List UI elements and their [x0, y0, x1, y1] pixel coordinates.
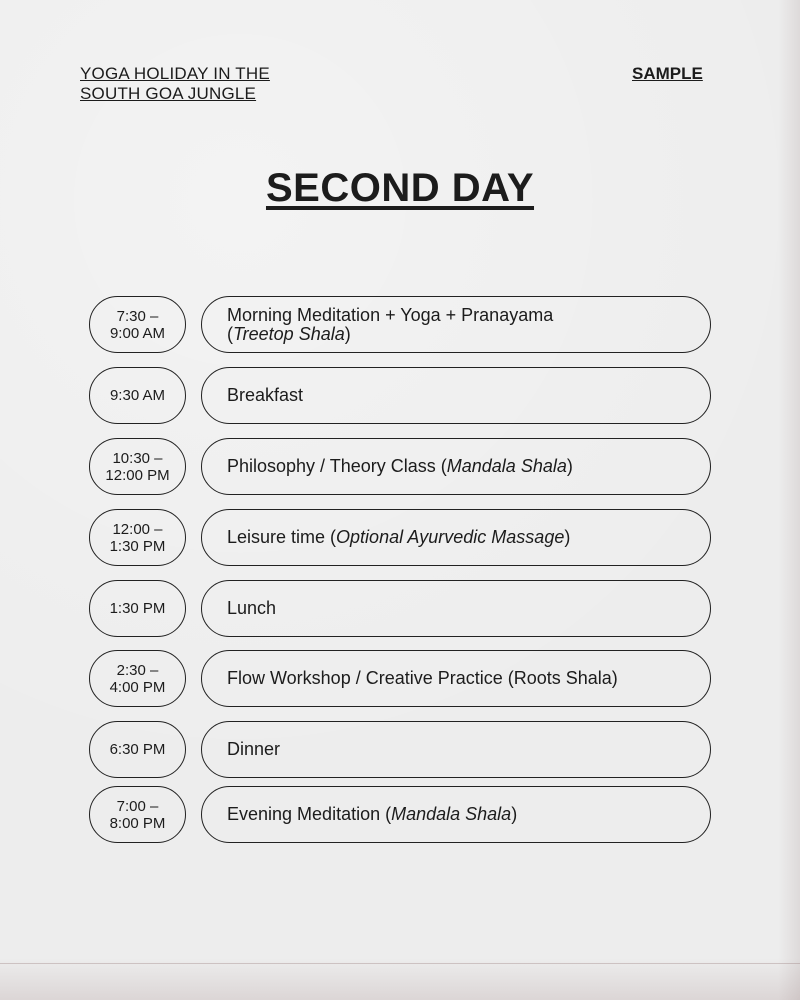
- paper-bottom-shadow: [0, 958, 800, 1000]
- activity-pill: [201, 580, 711, 637]
- activity-text: Morning Meditation + Yoga + Pranayama: [227, 304, 554, 325]
- time-pill: [89, 650, 186, 707]
- activity-label: [227, 306, 553, 344]
- time-pill: [89, 509, 186, 566]
- schedule-row: [89, 580, 711, 637]
- activity-label: Breakfast: [227, 385, 304, 405]
- page-title: SECOND DAY: [265, 166, 535, 210]
- schedule-row: [89, 721, 711, 778]
- venue-name: Optional Ayurvedic Massage: [336, 527, 565, 547]
- document-header-title: [80, 64, 270, 104]
- activity-label: Philosophy / Theory Class (Mandala Shala): [227, 456, 573, 476]
- time-pill: [89, 721, 186, 778]
- paper-fold-line: [0, 963, 800, 964]
- activity-label: Evening Meditation (Mandala Shala): [227, 804, 518, 824]
- schedule-row: [89, 296, 711, 353]
- activity-pill: [201, 509, 711, 566]
- time-label: 6:30 PM: [109, 741, 166, 758]
- schedule-row: [89, 650, 711, 707]
- time-pill: [89, 367, 186, 424]
- activity-label: Leisure time (Optional Ayurvedic Massage): [227, 527, 571, 547]
- time-label: 12:00 – 1:30 PM: [109, 520, 166, 555]
- venue-name: Mandala Shala: [446, 456, 567, 476]
- activity-pill: [201, 650, 711, 707]
- time-pill: [89, 296, 186, 353]
- time-label: 1:30 PM: [109, 600, 166, 617]
- header-title-line-1: YOGA HOLIDAY IN THE: [80, 64, 270, 83]
- time-pill: [89, 786, 186, 843]
- sample-label: SAMPLE: [632, 64, 703, 83]
- venue-name: Mandala Shala: [391, 804, 512, 824]
- time-label: 2:30 – 4:00 PM: [109, 661, 166, 696]
- time-pill: [89, 580, 186, 637]
- time-label: 10:30 – 12:00 PM: [105, 449, 170, 484]
- paper-edge-shadow: [778, 0, 800, 1000]
- header-title-line-2: SOUTH GOA JUNGLE: [80, 84, 257, 103]
- activity-label: Dinner: [227, 739, 281, 759]
- time-label: 9:30 AM: [109, 387, 166, 404]
- schedule-row: [89, 438, 711, 495]
- activity-pill: [201, 438, 711, 495]
- activity-pill: [201, 296, 711, 353]
- activity-text-line-2: (Treetop Shala): [227, 323, 351, 344]
- schedule-row: [89, 509, 711, 566]
- schedule-row: [89, 367, 711, 424]
- activity-pill: [201, 721, 711, 778]
- time-label: 7:30 – 9:00 AM: [109, 307, 166, 342]
- activity-label: Lunch: [227, 598, 277, 618]
- schedule-row: [89, 786, 711, 843]
- activity-pill: [201, 786, 711, 843]
- time-label: 7:00 – 8:00 PM: [109, 797, 166, 832]
- activity-pill: [201, 367, 711, 424]
- activity-label: Flow Workshop / Creative Practice (Roots Shala): [227, 668, 618, 688]
- venue-name: Treetop Shala: [233, 323, 345, 344]
- time-pill: [89, 438, 186, 495]
